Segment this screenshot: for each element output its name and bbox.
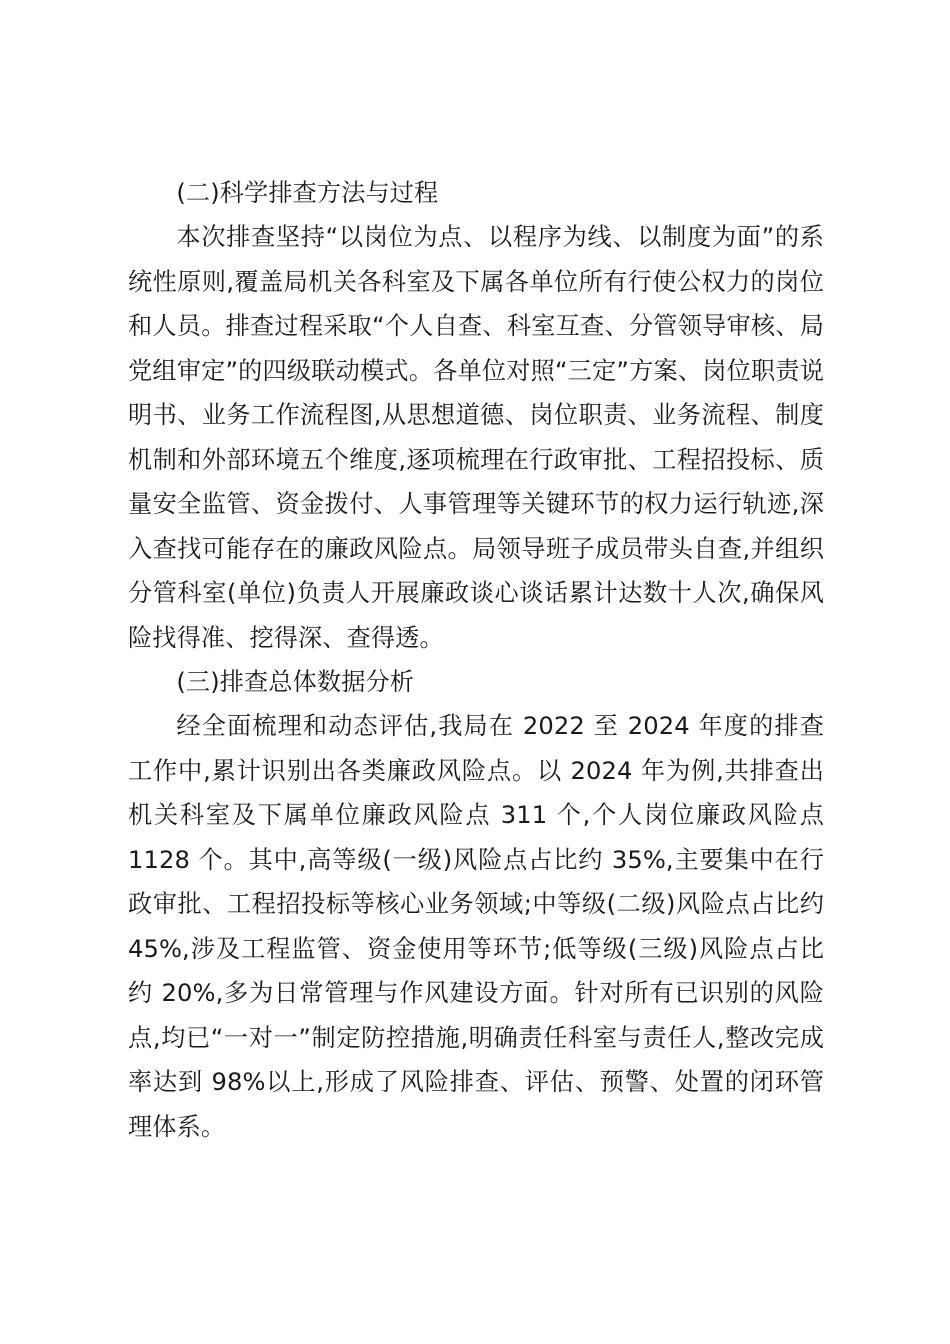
document-body [128, 171, 824, 1149]
section-heading-methods: (二)科学排查方法与过程 [176, 179, 439, 207]
section-paragraph-methods: 本次排查坚持“以岗位为点、以程序为线、以制度为面”的系统性原则,覆盖局机关各科室及下属各单位所有行使公权力的岗位和人员。排查过程采取“个人自查、科室互查、分管领导审核、局党组审定”的四级联动模式。各单位对照“三定”方案、岗位职责说明书、业务工作流程图,从思想道德、岗位职责、业务流程、制度机制和外部环境五个维度,逐项梳理在行政审批、工程招投标、质量安全监管、资金拨付、人事管理等关键环节的权力运行轨迹,深入查找可能存在的廉政风险点。局领导班子成员带头自查,并组织分管科室(单位)负责人开展廉政谈心谈话累计达数十人次,确保风险找得准、挖得深、查得透。 [128, 223, 824, 652]
section-heading-data-analysis: (三)排查总体数据分析 [176, 667, 415, 696]
section-paragraph-data-analysis: 经全面梳理和动态评估,我局在 2022 至 2024 年度的排查工作中,累计识别出各类廉政风险点。以 2024 年为例,共排查出机关科室及下属单位廉政风险点 311 个,个人岗位廉政风险点1128 个。其中,高等级(一级)风险点占比约 35%,主要集中在行政审批、工程招投标等核心业务领域;中等级(二级)风险点占比约 45%,涉及工程监管、资金使用等环节;低等级(三级)风险点占比约 20%,多为日常管理与作风建设方面。针对所有已识别的风险点,均已“一对一”制定防控措施,明确责任科室与责任人,整改完成率达到 98%以上,形成了风险排查、评估、预警、处置的闭环管理体系。 [128, 712, 824, 1141]
